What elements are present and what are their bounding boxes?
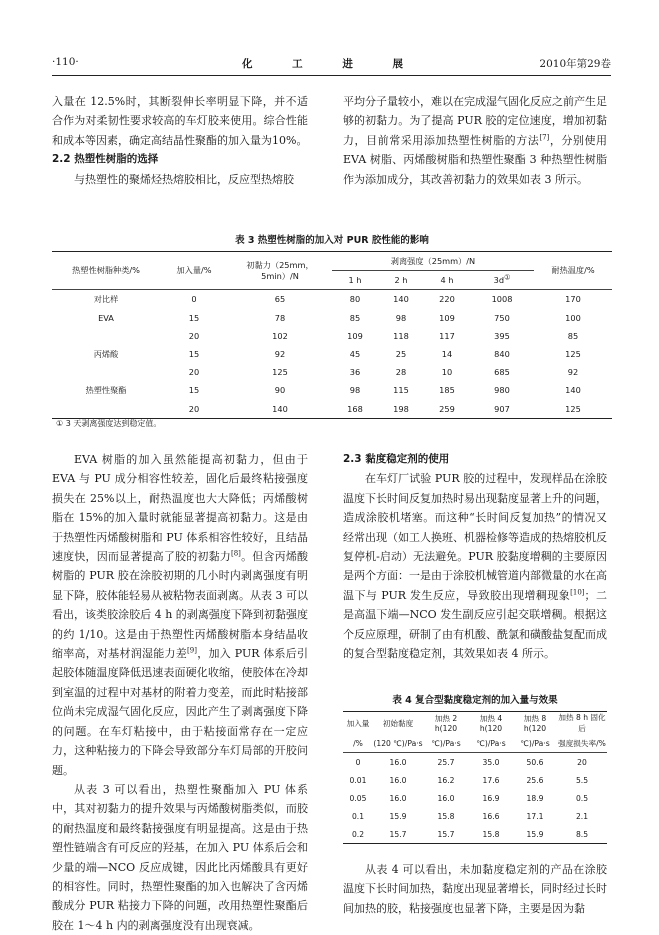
table-cell-p1: 45 [349,349,361,360]
table-cell-p1: 85 [349,312,361,323]
table-cell: 0 [355,757,361,767]
table-cell-p3d: 685 [494,367,510,378]
left-column-bottom [52,450,308,935]
col-header-unit: (120 ℃)/Pa·s [373,734,423,753]
col-header-unit: /% [343,734,373,753]
table-row [343,771,607,789]
table-cell-p2: 115 [393,385,409,396]
table-cell-p1: 109 [347,330,363,341]
table-4-caption: 表 4 复合型黏度稳定剂的加入量与效果 [392,695,558,706]
table-cell-p4: 117 [439,330,455,341]
table-3-caption: 表 3 热塑性树脂的加入对 PUR 胶性能的影响 [235,235,429,246]
table-cell-p3d: 840 [494,349,510,360]
table-cell: 0.1 [351,811,365,821]
table-cell-type [52,327,160,345]
col-header: 加热 2 h(120 [423,712,469,735]
table-row [52,327,612,345]
journal-title: 化 工 进 展 [242,58,421,70]
table-row [52,400,612,419]
table-cell-heat: 92 [567,367,579,378]
table-cell-p1: 80 [349,294,361,305]
col-header: 加入量 [343,712,373,735]
col-header-unit: ℃)/Pa·s [513,734,557,753]
table-cell-p4: 259 [424,400,470,419]
table-3-body [52,290,612,418]
citation: [7] [539,133,550,142]
table-cell: 25.6 [526,775,544,785]
table-cell-heat: 85 [567,330,579,341]
table-cell-amount: 15 [188,385,200,396]
paragraph: 从表 4 可以看出，未加黏度稳定剂的产品在涂胶温度下长时间加热，黏度出现显著增长，同时经过长时间加热的胶，粘接强度也显著下降，主要是因为黏 [343,863,607,915]
table-row [343,753,607,772]
table-cell-p3d: 980 [494,385,510,396]
running-header [52,56,611,74]
table-cell-p3d: 1008 [491,294,513,305]
table-cell: 0.01 [349,775,367,785]
table-cell-heat: 125 [534,400,612,419]
col-header-peel-4h: 4 h [424,271,470,290]
table-4-header-row-2 [343,734,607,753]
table-cell: 20 [577,757,587,767]
paragraph: 平均分子量较小，难以在完成湿气固化反应之前产生足够的初黏力。为了提高 PUR 胶的定位速度，增加初黏力，目前常采用添加热塑性树脂的方法[7]，分别使用 EVA 树脂、丙烯酸树脂和热塑性聚酯 3 种热塑性树脂作为添加成分，其改善初黏力的效果如表 3 所示。 [343,95,608,186]
table-cell-type: 对比样 [93,293,119,304]
table-cell-p4: 220 [439,294,455,305]
table-cell-p4: 10 [441,367,453,378]
table-row [52,363,612,381]
paragraph: 在车灯厂试验 PUR 胶的过程中，发现样品在涂胶温度下长时间反复加热时易出现黏度显著上升的问题，造成涂胶机堵塞。而这种“长时间反复加热”的情况又经常出现（如工人换班、机器检修等造成的热熔胶机反复停机-启动）无法避免。PUR 胶黏度增稠的主要原因是两个方面：一是由于涂胶机械管道内部微量的水在高温下与 PUR 发生反应，导致胶出现增稠现象[10]；二是高温下端—NCO 发生副反应引起交联增稠。根据这个反应原理，研制了由有机酸、酰氯和磺酸盐复配而成的复合型黏度稳定剂，其效果如表 4 所示。 [343,472,607,661]
table-3-footnote: ① 3 天剥离强度达到稳定值。 [56,419,162,428]
table-cell-type: 热塑性聚酯 [85,384,127,395]
right-column-top [343,92,607,189]
col-header-peel-3d: 3d① [470,271,534,290]
table-cell-p1: 36 [349,367,361,378]
table-cell: 17.6 [482,775,500,785]
table-cell-heat: 100 [565,312,581,323]
table-cell-amount: 20 [188,330,200,341]
paragraph: 从表 3 可以看出，热塑性聚酯加入 PU 体系中，其对初黏力的提升效果与丙烯酸树脂类似，而胶的耐热温度和最终黏接强度有明显提高。这是由于热塑性链端含有可反应的羟基，在加入 PU 体系后会和少量的端—NCO 反应成键，因此比丙烯酸具有更好的相容性。同时，热塑性聚酯的加入也解决了含丙烯酸成分 PUR 粘接力下降的问题，改用热塑性聚酯后胶在 1～4 h 内的剥离强度没有出现衰减。 [52,782,308,932]
citation: [9] [187,646,197,655]
table-row [52,381,612,399]
table-cell: 0.2 [343,825,373,844]
col-header-peel-1h: 1 h [332,271,378,290]
footnote-mark: ① [504,273,511,282]
table-cell: 0.5 [575,793,589,803]
paragraph: EVA 树脂的加入虽然能提高初黏力，但由于 EVA 与 PU 成分相容性较差，固化后最终粘接强度损失在 25%以上，耐热温度也大大降低；丙烯酸树脂在 15%的加入量时就能显著提高初黏力。这是由于热塑性丙烯酸树脂和 PU 体系相容性较好，且结晶速度快，因而显著提高了胶的初黏力[8]。但含丙烯酸树脂的 PUR 胶在涂胶初期的几小时内剥离强度有明显下降，胶体能轻易从被粘物表面剥离。从表 3 可以看出，该类胶涂胶后 4 h 的剥离强度下降到初黏强度的约 1/10。这是由于热塑性丙烯酸树脂本身结晶收缩率高，对基材润湿能力差[9]，加入 PUR 体系后引起胶体随温度降低迅速表面硬化收缩，使胶体在冷却到室温的过程中对基材的附着力变差，而此时粘接部位尚未完成湿气固化反应，因此产生了剥离强度下降的问题。在车灯粘接中，由于粘接面常存在一定应力，这种粘接力的下降会导致部分车灯局部的开胶问题。 [52,453,309,777]
table-cell-tack: 90 [274,385,286,396]
table-cell: 16.0 [389,775,407,785]
table-cell: 35.0 [482,757,500,767]
table-cell-amount: 20 [188,367,200,378]
right-column-middle [343,450,607,663]
col-header: 初始黏度 [373,712,423,735]
table-cell-heat: 140 [565,385,581,396]
col-header: 加热 4 h(120 [469,712,513,735]
table-cell-p3d: 750 [494,312,510,323]
table-cell: 8.5 [557,825,607,844]
table-cell-tack: 92 [274,349,286,360]
table-cell: 50.6 [526,757,544,767]
table-cell-p1: 98 [349,385,361,396]
table-cell-p3d: 395 [494,330,510,341]
table-cell-heat: 125 [565,349,581,360]
table-cell: 16.0 [389,793,407,803]
table-cell: 16.2 [437,775,455,785]
col-header-peel-group: 剥离强度（25mm）/N [332,252,534,271]
table-cell: 5.5 [575,775,589,785]
table-row [343,807,607,825]
table-cell-p4: 109 [439,312,455,323]
section-heading-2-3: 2.3 黏度稳定剂的使用 [343,453,450,465]
table-cell-p4: 14 [441,349,453,360]
table-3 [52,251,612,419]
table-cell-type: 丙烯酸 [93,348,119,359]
col-header-unit: ℃)/Pa·s [469,734,513,753]
table-row [52,345,612,363]
table-cell: 2.1 [575,811,589,821]
table-row [343,825,607,844]
table-row [52,309,612,327]
col-header-heat: 耐热温度/% [534,252,612,290]
table-cell: 16.9 [482,793,500,803]
table-cell-p2: 25 [395,349,407,360]
issue-info: 2010年第29卷 [539,58,611,70]
page-number: ·110· [52,56,79,68]
table-cell-p2: 198 [378,400,424,419]
table-4-body [343,753,607,844]
col-header-type: 热塑性树脂种类/% [52,252,160,290]
table-cell: 15.7 [373,825,423,844]
col-header: 加热 8 h(120 [513,712,557,735]
table-cell-tack: 102 [272,330,288,341]
citation: [8] [230,549,241,558]
col-header-unit: ℃)/Pa·s [423,734,469,753]
paragraph: 与热塑性的聚烯烃热熔胶相比，反应型热熔胶 [74,172,294,186]
table-cell-heat: 170 [565,294,581,305]
header-rule [52,75,611,76]
table-cell-p2: 28 [395,367,407,378]
table-cell: 17.1 [526,811,544,821]
table-cell-tack: 65 [274,294,286,305]
table-cell: 16.0 [437,793,455,803]
table-cell: 18.9 [526,793,544,803]
table-row [52,290,612,309]
col-header: 加热 8 h 固化后 [558,713,606,733]
section-heading-2-2: 2.2 热塑性树脂的选择 [52,153,159,166]
table-cell: 0.05 [349,793,367,803]
col-header-tack: 初黏力（25mm，5min）/N [228,252,332,290]
table-cell: 15.8 [469,825,513,844]
table-cell: 15.9 [389,811,407,821]
table-cell-p1: 168 [332,400,378,419]
table-cell-amount: 0 [191,294,197,305]
paragraph: 入量在 12.5%时，其断裂伸长率明显下降，并不适合作为对柔韧性要求较高的车灯胶来使用。综合性能和成本等因素，确定高结晶性聚酯的加入量为10%。 [52,95,308,147]
table-cell: 25.7 [437,757,455,767]
table-cell: 15.7 [423,825,469,844]
table-cell-type: EVA [98,312,114,323]
table-cell-p2: 98 [395,312,407,323]
table-cell: 16.6 [482,811,500,821]
table-4-header-row-1 [343,712,607,735]
table-cell-p2: 118 [393,330,409,341]
table-cell-tack: 140 [228,400,332,419]
table-cell: 15.9 [513,825,557,844]
table-row [343,789,607,807]
col-header-peel-2h: 2 h [378,271,424,290]
table-cell-p2: 140 [393,294,409,305]
table-cell: 16.0 [389,757,407,767]
right-column-bottom [343,860,607,918]
col-header-unit: 强度损失率/% [557,734,607,753]
table-cell-p3d: 907 [470,400,534,419]
table-cell-amount: 20 [160,400,228,419]
table-cell-p4: 185 [439,385,455,396]
table-cell-type [52,400,160,419]
citation: [10] [570,588,585,597]
col-header-amount: 加入量/% [160,252,228,290]
table-cell-amount: 15 [188,349,200,360]
table-cell-amount: 15 [188,312,200,323]
table-4 [343,711,607,844]
table-cell-tack: 78 [274,312,286,323]
table-cell: 15.8 [437,811,455,821]
table-cell-tack: 125 [272,367,288,378]
table-cell-type [52,363,160,381]
left-column-top [52,92,308,189]
